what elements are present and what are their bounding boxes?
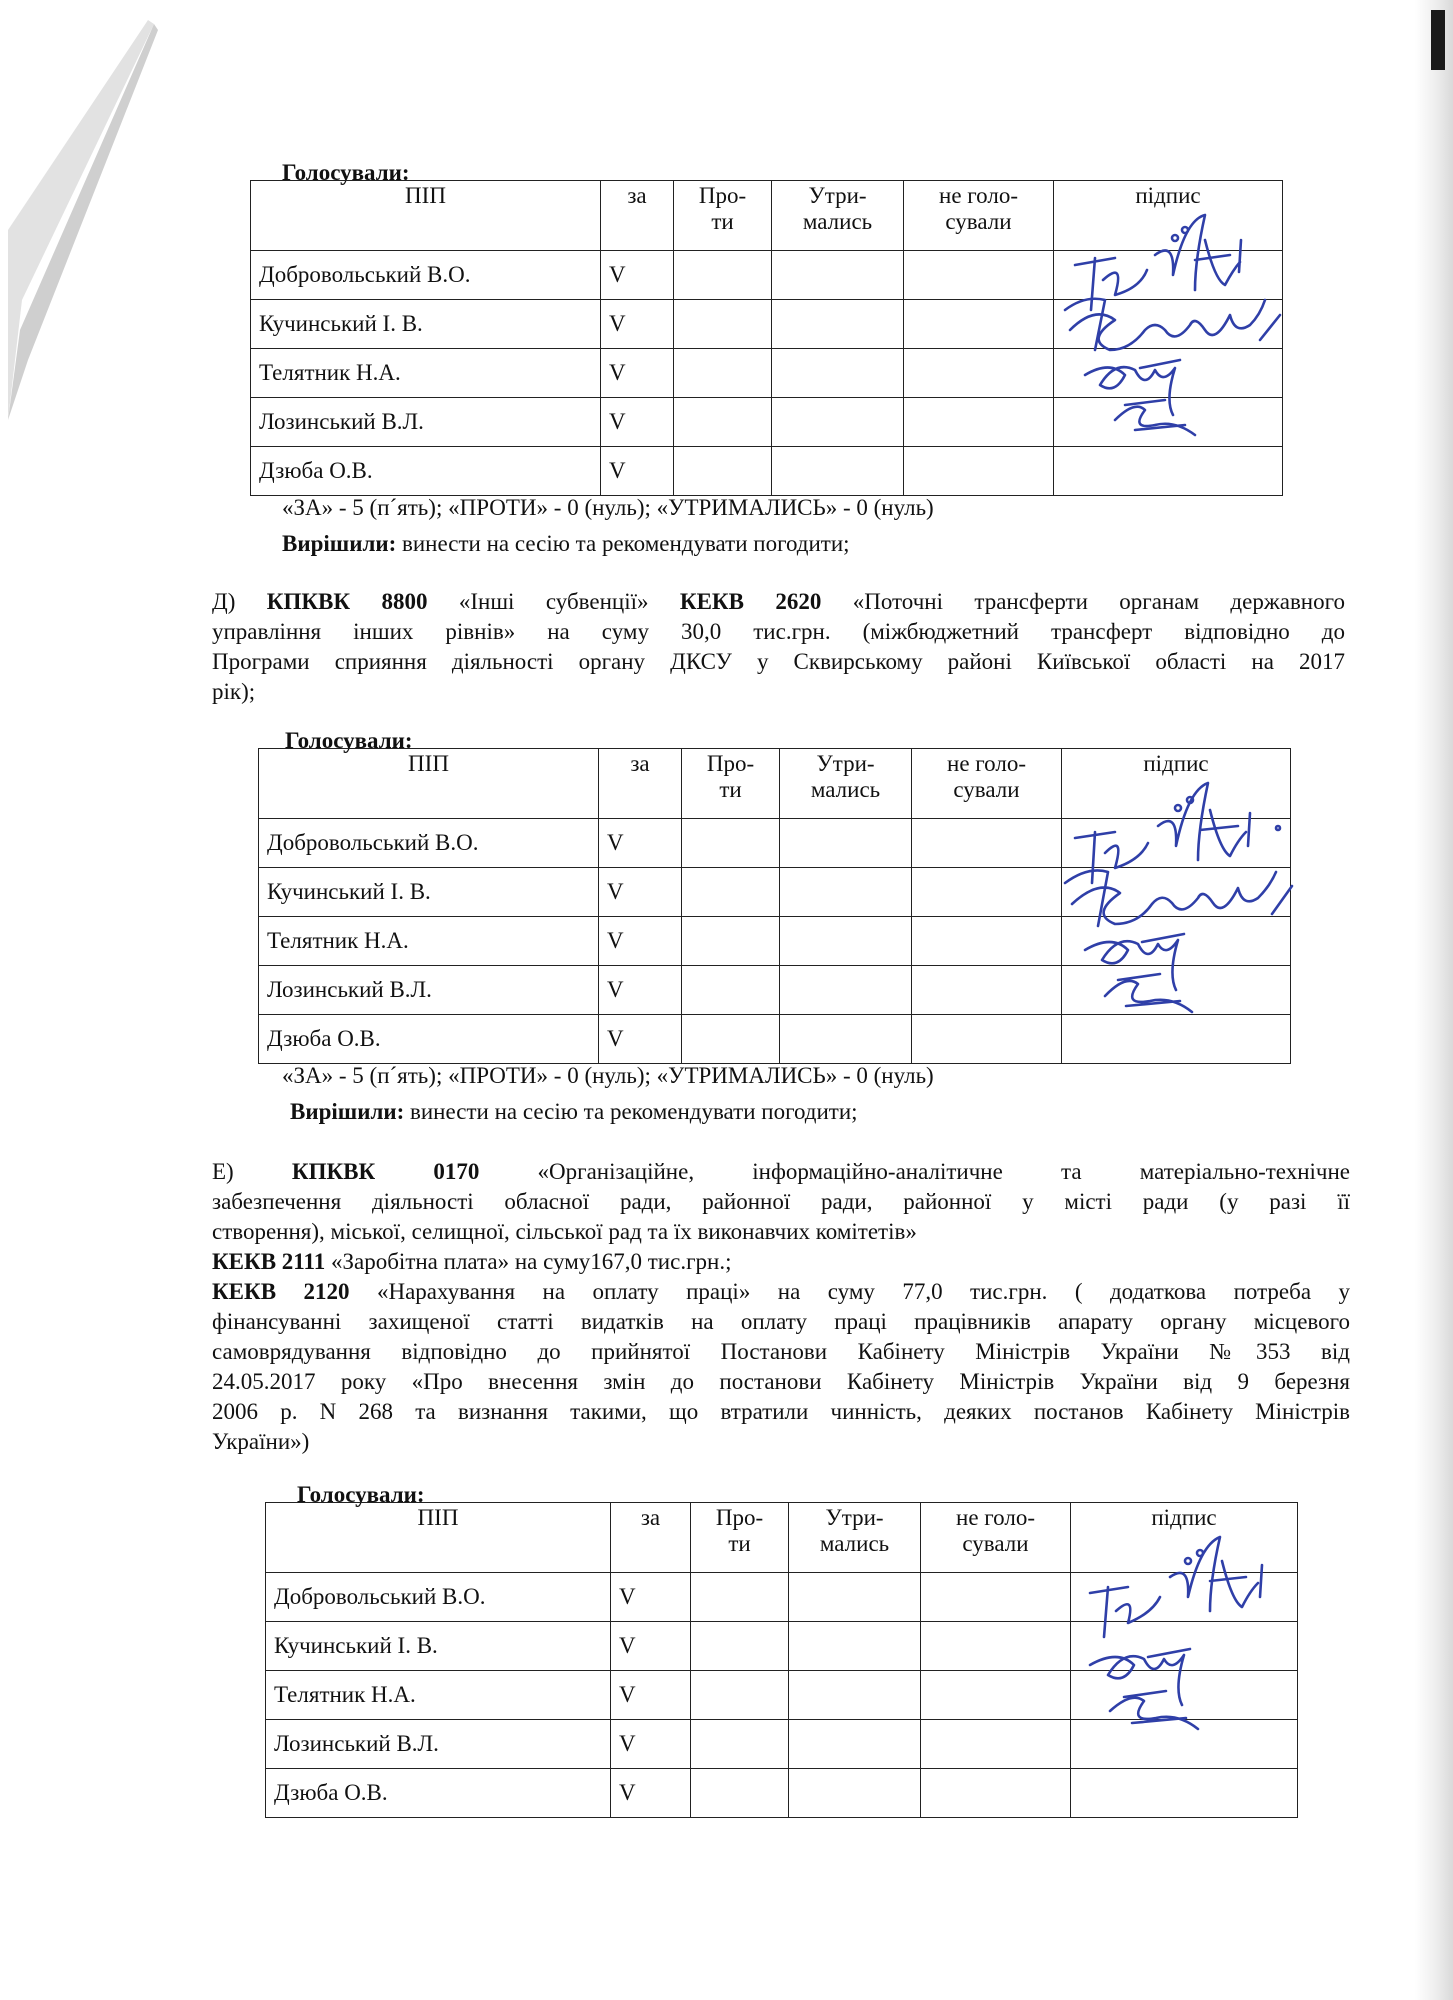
col-header-novote: не голо- сували [904,181,1054,251]
decision-text: винести на сесію та рекомендувати погодити; [396,531,850,556]
decision-text: винести на сесію та рекомендувати погодити; [404,1099,858,1124]
table-row [266,1671,1298,1720]
vote-mark: V [599,868,682,917]
member-name: Кучинський І. В. [259,868,599,917]
result-line-1: «ЗА» - 5 (п´ять); «ПРОТИ» - 0 (нуль); «УТРИМАЛИСЬ» - 0 (нуль) [282,495,934,520]
table-row [259,868,1291,917]
col-header-against: Про- ти [674,181,772,251]
table-row [266,1769,1298,1818]
section-d-line3: Програми сприяння діяльності органу ДКСУ у Сквирському районі Київської області на 2017 [212,649,1345,674]
section-d-code1: КПКВК 8800 [266,589,428,614]
col-header-abstain: Утри- мались [780,749,912,819]
table-row [259,966,1291,1015]
vote-mark: V [601,447,674,496]
section-d-code2: КЕКВ 2620 [679,589,822,614]
section-e-kekv2-code: КЕКВ 2120 [212,1279,350,1304]
table-header-row [259,749,1291,819]
section-d-t1: «Інші субвенції» [427,589,680,614]
member-name: Кучинський І. В. [266,1622,611,1671]
member-name: Телятник Н.А. [251,349,601,398]
col-header-novote: не голо- сували [921,1503,1071,1573]
vote-mark: V [599,917,682,966]
scan-shadow-left [8,0,158,420]
section-d-line2: управління інших рівнів» на суму 30,0 тис.грн. (міжбюджетний трансферт відповідно до [212,619,1345,644]
member-name: Лозинський В.Л. [266,1720,611,1769]
vote-label-1: Голосували: [282,160,410,185]
vote-mark: V [611,1622,691,1671]
col-header-signature: підпис [1071,1503,1298,1573]
section-e-line8: 24.05.2017 року «Про внесення змін до постанови Кабінету Міністрів України від 9 березня [212,1369,1350,1394]
table-row [266,1720,1298,1769]
section-e-line3: створення), міської, селищної, сільської рад та їх виконавчих комітетів» [212,1219,917,1244]
table-row [251,349,1283,398]
section-d-line4: рік); [212,679,256,704]
decision-line-2 [290,1098,858,1126]
section-e-line10: України») [212,1429,310,1454]
section-e-line7: самоврядування відповідно до прийнятої Постанови Кабінету Міністрів України №353 від [212,1339,1350,1364]
col-header-against: Про- ти [682,749,780,819]
section-e-kekv2-text: «Нарахування на оплату праці» на суму 77,0 тис.грн. ( додаткова потреба у [349,1279,1350,1304]
table-row [251,251,1283,300]
col-header-novote: не голо- сували [912,749,1062,819]
vote-table-3 [265,1502,1298,1818]
vote-mark: V [601,398,674,447]
section-e-code1: КПКВК 0170 [291,1159,480,1184]
section-e-kekv1-text: «Заробітна плата» на суму167,0 тис.грн.; [325,1249,732,1274]
decision-label: Вирішили: [290,1099,405,1124]
col-header-signature: підпис [1054,181,1283,251]
vote-table-2 [258,748,1291,1064]
member-name: Кучинський І. В. [251,300,601,349]
section-d-text [212,587,1345,707]
section-e-line2: забезпечення діяльності обласної ради, районної ради, районної у місті ради (у разі її [212,1189,1350,1214]
col-header-for: за [611,1503,691,1573]
table-row [259,819,1291,868]
col-header-abstain: Утри- мались [772,181,904,251]
section-e-kekv1-code: КЕКВ 2111 [212,1249,326,1274]
col-header-name: ПІП [251,181,601,251]
member-name: Лозинський В.Л. [259,966,599,1015]
col-header-for: за [601,181,674,251]
section-d-prefix: Д) [212,589,267,614]
table-row [251,300,1283,349]
table-row [259,917,1291,966]
table-row [259,1015,1291,1064]
vote-label-3: Голосували: [297,1482,425,1507]
member-name: Дзюба О.В. [259,1015,599,1064]
vote-mark: V [611,1671,691,1720]
col-header-signature: підпис [1062,749,1291,819]
col-header-against: Про- ти [691,1503,789,1573]
vote-mark: V [599,819,682,868]
vote-label-2: Голосували: [285,728,413,753]
col-header-abstain: Утри- мались [789,1503,921,1573]
vote-mark: V [611,1573,691,1622]
member-name: Добровольський В.О. [251,251,601,300]
vote-table-1 [250,180,1283,496]
member-name: Телятник Н.А. [266,1671,611,1720]
section-e-t1: «Організаційне, інформаційно-аналітичне та матеріально-технічне [479,1159,1350,1184]
section-e-line6: фінансуванні захищеної статті видатків на оплату праці працівників апарату органу місцевого [212,1309,1350,1334]
vote-mark: V [611,1720,691,1769]
table-row [251,447,1283,496]
table-row [251,398,1283,447]
member-name: Дзюба О.В. [266,1769,611,1818]
table-row [266,1573,1298,1622]
vote-mark: V [611,1769,691,1818]
member-name: Добровольський В.О. [259,819,599,868]
section-e-line9: 2006 р. N 268 та визнання такими, що втратили чинність, деяких постанов Кабінету Міністрів [212,1399,1350,1424]
vote-mark: V [601,251,674,300]
col-header-name: ПІП [259,749,599,819]
member-name: Телятник Н.А. [259,917,599,966]
scan-edge-right [1415,0,1453,2000]
vote-mark: V [599,966,682,1015]
section-e-prefix: Е) [212,1159,292,1184]
member-name: Добровольський В.О. [266,1573,611,1622]
section-d-t2: «Поточні трансферти органам державного [821,589,1345,614]
table-row [266,1622,1298,1671]
table-header-row [266,1503,1298,1573]
member-name: Дзюба О.В. [251,447,601,496]
col-header-for: за [599,749,682,819]
member-name: Лозинський В.Л. [251,398,601,447]
vote-mark: V [601,349,674,398]
decision-line-1 [282,530,850,558]
table-header-row [251,181,1283,251]
vote-mark: V [599,1015,682,1064]
result-line-2: «ЗА» - 5 (п´ять); «ПРОТИ» - 0 (нуль); «УТРИМАЛИСЬ» - 0 (нуль) [282,1063,934,1088]
section-e-text [212,1157,1350,1457]
decision-label: Вирішили: [282,531,397,556]
col-header-name: ПІП [266,1503,611,1573]
vote-mark: V [601,300,674,349]
